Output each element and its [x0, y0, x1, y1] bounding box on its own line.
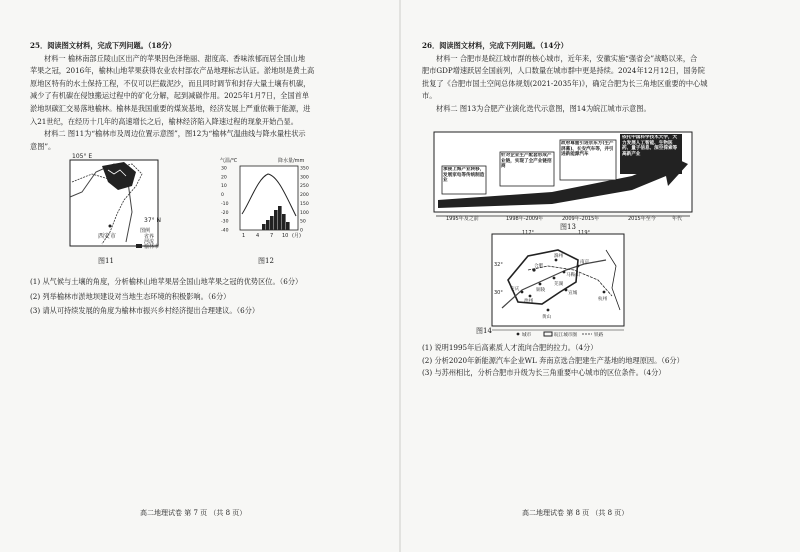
text-line: 材料一 榆林南部丘陵山区出产的苹果因色泽艳丽、甜度高、香味浓郁而居全国山地 [44, 53, 306, 63]
precip-tick-label: 150 [300, 201, 309, 207]
city-label: 铜陵 [536, 288, 546, 293]
x-tick: (月) [292, 233, 301, 239]
lat-label: 32° [494, 262, 503, 268]
city-label: 马鞍山 [566, 273, 580, 278]
legend-item: 榆林市 [144, 244, 160, 250]
precip-tick-label: 100 [300, 210, 309, 216]
legend-item: 铁路 [594, 333, 604, 338]
legend-item: 河流 [144, 239, 155, 245]
q25-header: 25．阅读图文材料，完成下列问题。（18分） [30, 41, 176, 50]
figure-14-map [488, 230, 628, 338]
x-tick: 7 [270, 233, 274, 239]
footer-page-8: 高二地理试卷 第 8 页 （共 8 页） [522, 509, 629, 517]
precip-tick-label: 350 [300, 166, 309, 172]
question-item: (2) 列举榆林市淤地坝建设对当地生态环境的积极影响。（6分） [30, 291, 231, 301]
text-line: 材料二 图11为“榆林市及周边位置示意图”，图12为“榆林气温曲线与降水量柱状示 [44, 129, 306, 139]
temp-tick-label: -20 [221, 210, 229, 216]
temp-tick-label: 20 [221, 175, 227, 181]
figure-12-climate-chart [218, 156, 318, 248]
q26-material-1 [422, 53, 774, 103]
question-item: (1) 说明1995年后高素质人才流向合肥的拉力。（4分） [422, 343, 598, 352]
year-label: 1995年及之前 [446, 216, 479, 222]
precip-tick-label: 0 [300, 228, 303, 234]
text-line: 意图”。 [30, 141, 56, 151]
city-label: 池州 [524, 299, 534, 304]
left-axis-ticks [221, 166, 229, 234]
year-label: 2015年至今 [628, 216, 656, 222]
lat-label: 30° [494, 290, 503, 296]
legend-item: 皖江城市圈 [554, 333, 577, 338]
temp-tick-label: -30 [221, 219, 229, 225]
lon-label: 105° E [72, 153, 93, 160]
q26-header: 26．阅读图文材料，完成下列问题。（14分） [422, 41, 568, 50]
stage-3-text: 政府尊重引进京东方(生产屏幕)、长安汽车等，并引进新能源汽车 [561, 141, 614, 158]
city-label: 黄山 [542, 315, 552, 320]
x-tick: 4 [256, 233, 260, 239]
year-label: 年代 [672, 216, 683, 222]
temp-tick-label: -10 [221, 201, 229, 207]
lon-label: 119° [578, 230, 591, 236]
q25-material-1 [30, 53, 375, 129]
city-label: 安庆 [510, 287, 520, 292]
q26-material-2: 材料二 图13为合肥产业演化迭代示意图，图14为皖江城市示意图。 [436, 103, 651, 113]
temp-tick-label: 0 [221, 193, 224, 199]
city-label: 芜湖 [554, 282, 564, 287]
city-label: 宣城 [568, 291, 578, 296]
precip-tick-label: 50 [300, 219, 306, 225]
figure-13-industry-evolution [432, 130, 694, 222]
figure-11-map [62, 152, 162, 250]
legend-title: 图例 [140, 228, 151, 234]
q25-questions [30, 276, 375, 318]
page-fold [399, 0, 401, 552]
year-label: 2009年-2015年 [562, 216, 600, 222]
legend-item: 城市 [522, 333, 532, 338]
text-line: 苹果之冠，2016年，榆林山地苹果获得农业农村部农产品地理标志认证。淤地坝是黄土高 [30, 66, 315, 76]
temp-tick-label: -40 [221, 228, 229, 234]
city-label: 南京 [580, 260, 590, 265]
figure-14-caption: 图14 [476, 327, 492, 335]
stage-1-text: 承接上海产业转移，发展家电等传统制造业 [443, 167, 485, 184]
city-label: 杭州 [598, 297, 608, 302]
figure-13-caption: 图13 [560, 223, 576, 231]
text-line: 肥市GDP增速跃居全国前列，人口数量在城市群中更是持续。2024年12月12日，国务院 [422, 66, 705, 76]
precip-tick-label: 300 [300, 175, 309, 181]
stage-4-text: 依托中国科学技术大学，大力发展人工智能、生物医药、量子信息、深空探索等高新产业 [622, 135, 678, 157]
city-label: 滁州 [554, 254, 564, 259]
temp-tick-label: 10 [221, 184, 227, 190]
question-item: (3) 与苏州相比，分析合肥市升级为长三角重要中心城市的区位条件。（4分） [422, 368, 666, 378]
lat-label: 37° N [144, 217, 162, 224]
text-line: 减少了有机碳在侵蚀搬运过程中的矿化分解，起到减碳作用。2025年1月7日，全国首单 [30, 91, 310, 101]
question-item: (2) 分析2020年新能源汽车企业WL 奔南京选合肥建生产基地的地理原因。（6分） [422, 355, 684, 365]
question-item: (3) 请从可持续发展的角度为榆林市振兴乡村经济提出合理建议。（6分） [30, 306, 260, 316]
q25-material-2 [30, 128, 375, 153]
text-line: 淤地坝碳汇交易落地榆林。榆林是我国重要的煤炭基地，经济发展上严重依赖于能源，进 [30, 103, 311, 113]
figure-12-caption: 图12 [258, 257, 274, 265]
precip-unit: 降水量/mm [278, 158, 305, 164]
text-line: 入21世纪，在经历十几年的高速增长之后，榆林经济陷入降速过程的现象开始凸显。 [30, 116, 298, 126]
city-label: 合肥 [534, 264, 544, 269]
precip-tick-label: 250 [300, 184, 309, 190]
page-8 [422, 40, 774, 116]
temp-tick-label: 30 [221, 166, 227, 172]
city-label: 西安市 [98, 233, 117, 240]
legend-item: 省界 [144, 234, 155, 240]
text-line: 材料一 合肥市是皖江城市群的核心城市，近年来，安徽实施“强省会”战略以来，合 [436, 53, 698, 63]
temp-unit: 气温/℃ [220, 158, 238, 164]
text-line: 市。 [422, 91, 437, 101]
stage-2-text: 针对企业生产配套形成产业链，实现了全产业链招商 [501, 153, 552, 170]
page-7 [30, 40, 375, 153]
lon-label: 117° [522, 230, 535, 236]
precip-tick-label: 200 [300, 193, 309, 199]
figure-11-caption: 图11 [98, 257, 114, 265]
right-axis-ticks [300, 166, 309, 234]
q26-questions [422, 342, 774, 380]
city-dot [109, 225, 112, 228]
x-tick: 1 [242, 233, 246, 239]
question-item: (1) 从气候与土壤的角度，分析榆林山地苹果居全国山地苹果之冠的优势区位。（6分） [30, 277, 303, 286]
text-line: 原地区特有的水土保持工程，不仅可以拦截泥沙，而且同时调节和封存大量土壤有机碳， [30, 78, 311, 88]
year-label: 1998年-2009年 [506, 216, 544, 222]
text-line: 批复了《合肥市国土空间总体规划(2021-2035年)》，确定合肥为长三角地区重要的中心城 [422, 78, 708, 88]
footer-page-7: 高二地理试卷 第 7 页 （共 8 页） [140, 509, 247, 517]
x-tick: 10 [282, 233, 289, 239]
